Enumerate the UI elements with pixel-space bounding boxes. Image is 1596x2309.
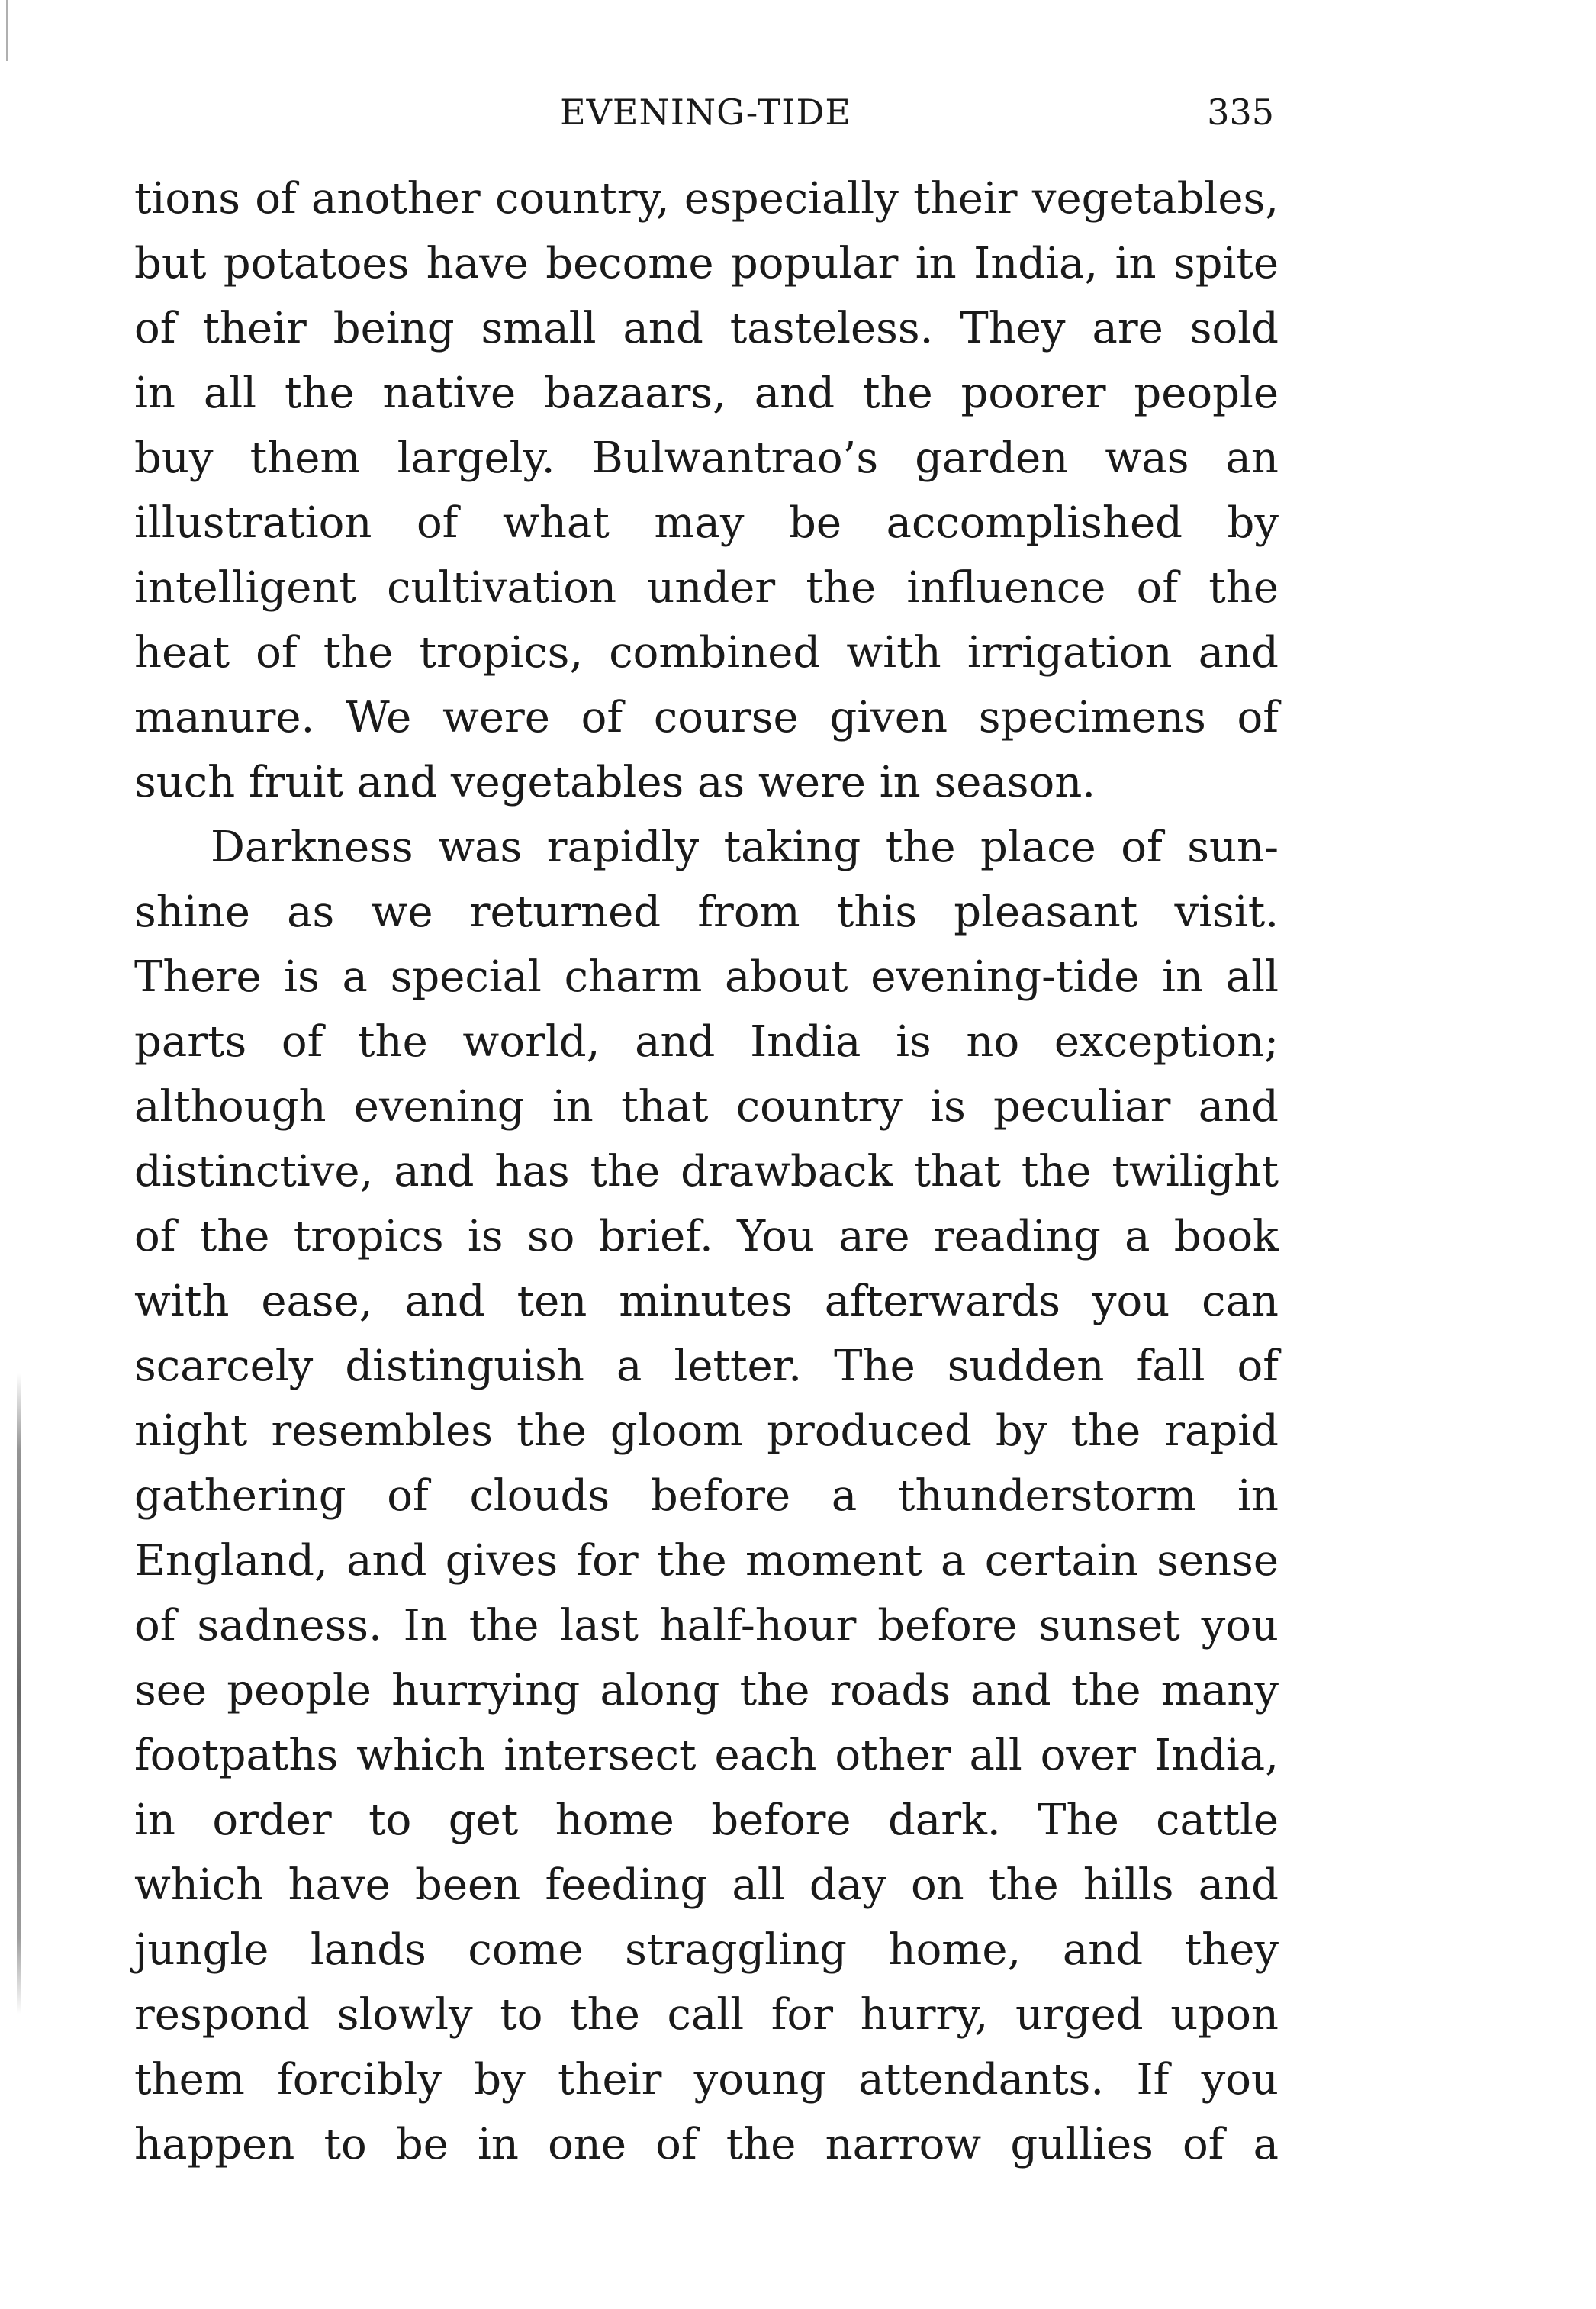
scan-edge-mark xyxy=(6,0,8,61)
text-line: There is a special charm about evening-tide in all xyxy=(134,952,1279,1002)
binding-shadow xyxy=(17,1373,21,2014)
text-line: footpaths which intersect each other all over India, xyxy=(134,1731,1279,1780)
text-line: buy them largely. Bulwantrao’s garden was an xyxy=(134,433,1279,483)
paragraph-2 xyxy=(134,815,1279,2177)
text-line: heat of the tropics, combined with irrigation and xyxy=(134,628,1279,678)
text-line: England, and gives for the moment a certain sense xyxy=(134,1536,1279,1586)
body-text xyxy=(134,166,1279,2177)
text-line: of sadness. In the last half-hour before sunset you xyxy=(134,1601,1279,1650)
text-line: of the tropics is so brief. You are reading a book xyxy=(134,1212,1279,1261)
text-line: see people hurrying along the roads and the many xyxy=(134,1666,1279,1715)
running-title: EVENING-TIDE xyxy=(560,92,851,133)
text-line: which have been feeding all day on the hills and xyxy=(134,1860,1279,1910)
text-line: manure. We were of course given specimens of xyxy=(134,693,1279,742)
text-line: parts of the world, and India is no exception; xyxy=(134,1017,1279,1067)
text-line: shine as we returned from this pleasant visit. xyxy=(134,887,1279,937)
text-line: of their being small and tasteless. They are sold xyxy=(134,304,1279,353)
text-line: intelligent cultivation under the influence of the xyxy=(134,563,1279,613)
text-line: illustration of what may be accomplished by xyxy=(134,498,1279,548)
paragraph-1 xyxy=(134,166,1279,815)
text-line: night resembles the gloom produced by the rapid xyxy=(134,1406,1279,1456)
text-line: such fruit and vegetables as were in season. xyxy=(134,758,1096,807)
text-line: jungle lands come straggling home, and they xyxy=(134,1925,1279,1975)
text-line: them forcibly by their young attendants. If you xyxy=(134,2055,1279,2105)
text-line: in all the native bazaars, and the poorer people xyxy=(134,369,1279,418)
running-head xyxy=(137,85,1274,139)
text-line: tions of another country, especially their vegetables, xyxy=(134,174,1279,224)
text-line: although evening in that country is peculiar and xyxy=(134,1082,1279,1132)
page-number: 335 xyxy=(1207,92,1274,133)
text-line: gathering of clouds before a thunderstorm in xyxy=(134,1471,1279,1521)
text-line: with ease, and ten minutes afterwards you can xyxy=(134,1277,1279,1326)
text-line: in order to get home before dark. The cattle xyxy=(134,1795,1279,1845)
text-line: respond slowly to the call for hurry, urged upon xyxy=(134,1990,1279,2040)
text-line: distinctive, and has the drawback that the twilight xyxy=(134,1147,1279,1196)
text-line: but potatoes have become popular in India, in spite xyxy=(134,239,1279,288)
text-line: scarcely distinguish a letter. The sudden fall of xyxy=(134,1341,1279,1391)
text-line: Darkness was rapidly taking the place of sun- xyxy=(211,823,1279,872)
text-line: happen to be in one of the narrow gullies of a xyxy=(134,2120,1279,2169)
